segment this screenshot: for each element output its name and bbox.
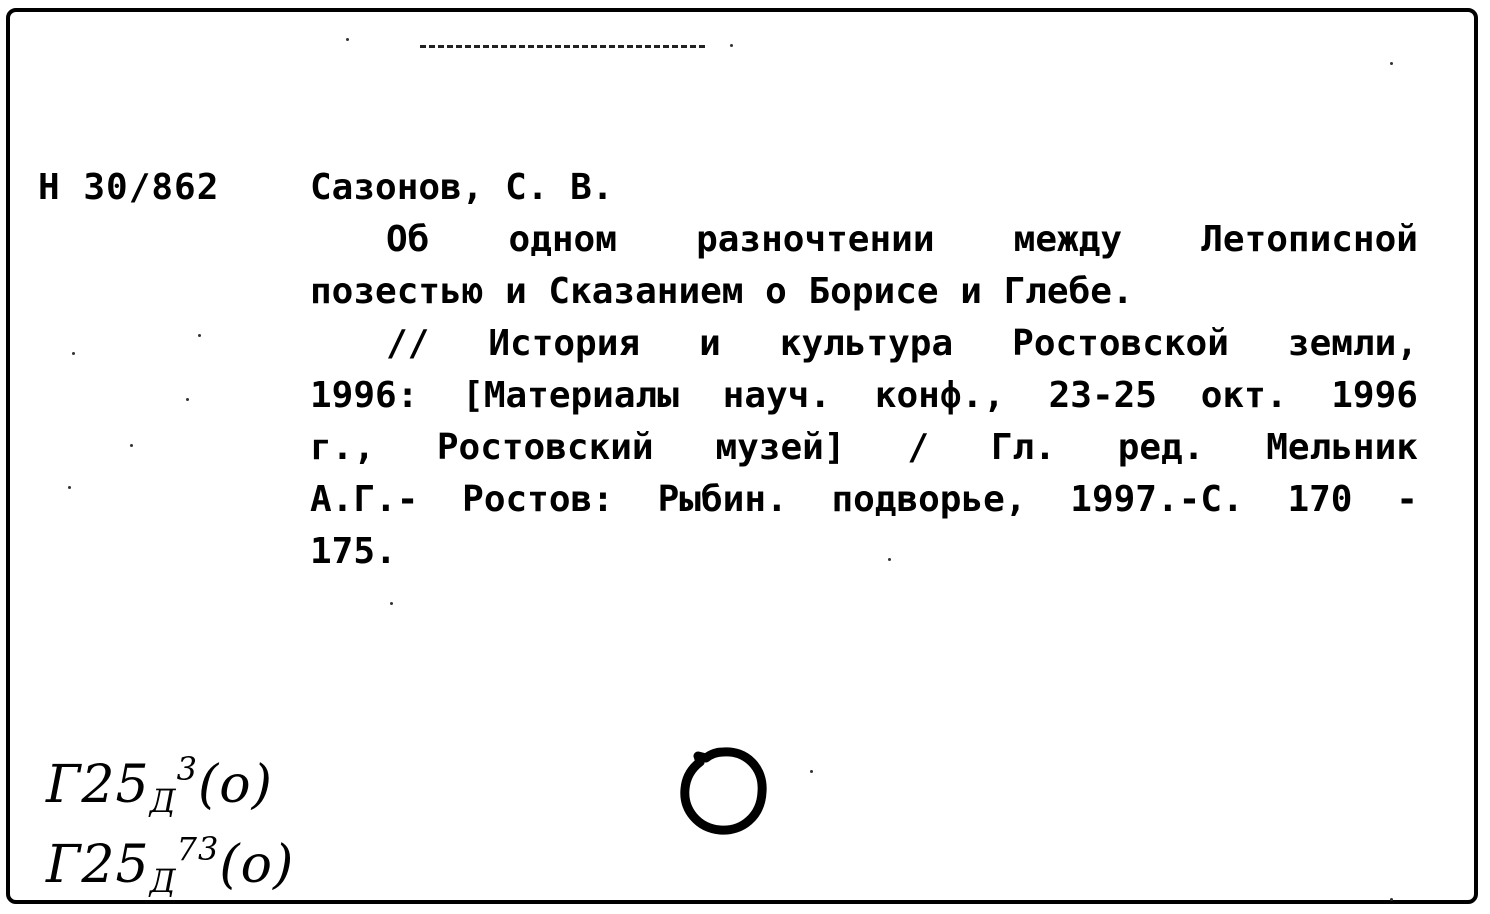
speck (186, 398, 189, 401)
punch-hole (676, 744, 770, 838)
top-rule (420, 45, 705, 48)
shelfmark: Н 30/862 (38, 167, 220, 208)
speck (130, 444, 133, 447)
source-line-5: 175. (310, 531, 397, 572)
bibliographic-entry (310, 162, 1418, 578)
source-line-3: г., Ростовский музей] / Гл. ред. Мельник (310, 427, 1418, 468)
title-line-1: Об одном разночтении между Летописной (386, 219, 1418, 260)
catalog-card (6, 8, 1478, 904)
speck (198, 334, 201, 337)
speck (888, 558, 891, 561)
speck (1390, 62, 1393, 65)
speck (730, 44, 733, 47)
speck (346, 38, 349, 41)
speck (68, 486, 71, 489)
speck (810, 770, 813, 773)
speck (390, 602, 393, 605)
source-line-1: // История и культура Ростовской земли, (386, 323, 1418, 364)
handwritten-classification-1: $Г25_Д^3(о)$ (46, 750, 273, 820)
speck (1390, 898, 1393, 901)
author: Сазонов, С. В. (310, 167, 614, 208)
source-line-4: А.Г.- Ростов: Рыбин. подворье, 1997.-С. 170 - (310, 479, 1418, 520)
handwritten-classification-2: $Г25_Д^{73}(о)$ (46, 830, 295, 900)
speck (72, 352, 75, 355)
source-line-2: 1996: [Материалы науч. конф., 23-25 окт. 1996 (310, 375, 1418, 416)
title-line-2: позестью и Сказанием о Борисе и Глебе. (310, 271, 1134, 312)
